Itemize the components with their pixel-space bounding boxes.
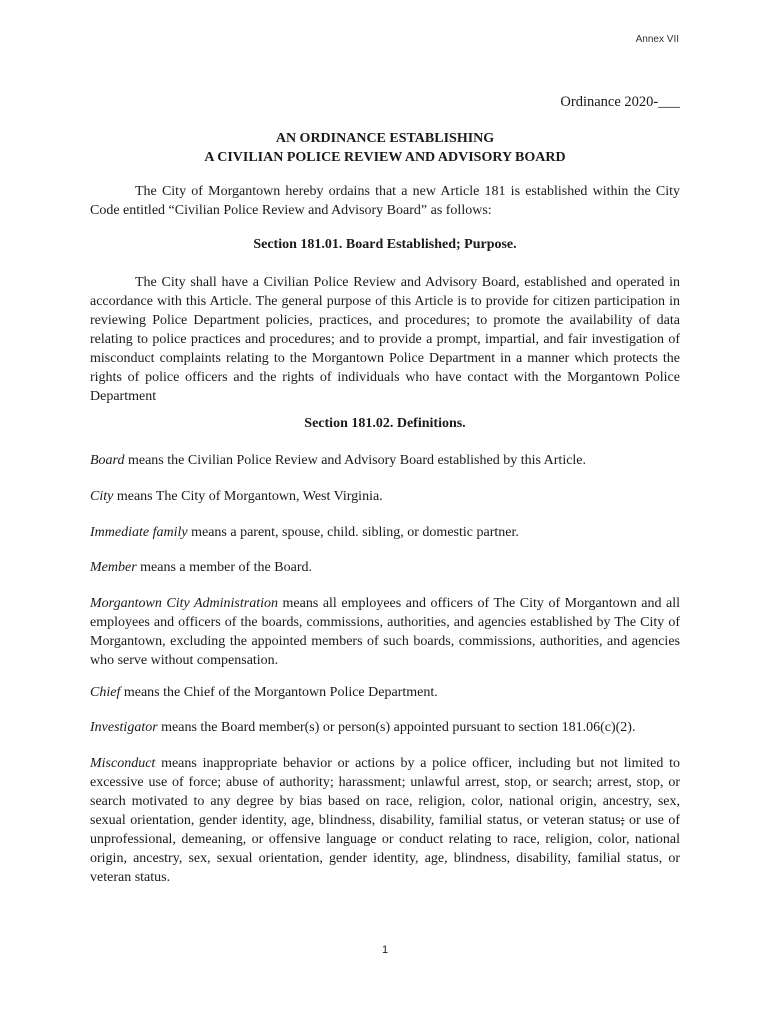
definition-chief <box>90 683 680 702</box>
definition-term: Member <box>90 560 137 575</box>
definition-text: means a member of the Board. <box>136 560 312 575</box>
definition-term: Board <box>90 453 125 468</box>
definition-text: means The City of Morgantown, West Virginia. <box>113 489 383 504</box>
ordinance-number: Ordinance 2020-___ <box>560 94 680 110</box>
intro-paragraph <box>90 182 680 220</box>
title-line-1: AN ORDINANCE ESTABLISHING <box>275 131 495 146</box>
page-number: 1 <box>381 944 389 956</box>
definition-text: means all employees and officers of The City of Morgantown and all employees and officers of the boards, commissions, authorities, and agencies established by The City of Morgantown, excluding the appointed members of such boards, commissions, authorities, and agencies who serve without compensation. <box>90 596 680 668</box>
definition-term: Morgantown City Administration <box>90 596 278 611</box>
annex-label: Annex VII <box>635 34 679 45</box>
definition-immediate-family <box>90 523 680 542</box>
intro-text: The City of Morgantown hereby ordains that a new Article 181 is established within the City Code entitled “Civilian Police Review and Advisory Board” as follows: <box>90 184 680 218</box>
definition-board <box>90 451 680 470</box>
definition-term: Chief <box>90 685 121 700</box>
definition-text: means the Civilian Police Review and Advisory Board established by this Article. <box>124 453 587 468</box>
definition-city <box>90 487 680 506</box>
definition-text: means a parent, spouse, child. sibling, or domestic partner. <box>187 525 519 540</box>
definition-term: Investigator <box>90 720 158 735</box>
struck-text: ; <box>620 813 625 828</box>
ordinance-title <box>0 129 770 167</box>
section-181-01-heading: Section 181.01. Board Established; Purpose. <box>253 237 517 252</box>
section-181-01-text: The City shall have a Civilian Police Review and Advisory Board, established and operated in accordance with this Article. The general purpose of this Article is to provide for citizen participation in reviewing Police Department policies, practices, and procedures; to promote the availability of data relating to police practices and procedures; and to provide a prompt, impartial, and fair investigation of misconduct complaints relating to the Morgantown Police Department in a manner which protects the rights of police officers and the rights of individuals who have contact with the Morgantown Police Department <box>90 275 680 404</box>
definition-member <box>90 558 680 577</box>
definition-text: means inappropriate behavior or actions by a police officer, including but not limited to excessive use of force; abuse of authority; harassment; unlawful arrest, stop, or search; arrest, stop, or search motivated to any degree by bias based on race, religion, color, national origin, ancestry, sex, sexual orientation, gender identity, age, blindness, disability, familial status, or veteran status <box>90 756 680 828</box>
section-181-02-heading: Section 181.02. Definitions. <box>304 416 466 431</box>
definition-term: Immediate family <box>90 525 188 540</box>
definition-term: City <box>90 489 114 504</box>
definition-term: Misconduct <box>90 756 156 771</box>
definition-investigator <box>90 718 680 737</box>
definition-text: means the Chief of the Morgantown Police Department. <box>120 685 438 700</box>
definition-city-administration <box>90 594 680 670</box>
definition-text: means the Board member(s) or person(s) appointed pursuant to section 181.06(c)(2). <box>157 720 636 735</box>
section-181-01-body <box>90 273 680 406</box>
definition-text-continued: or use of unprofessional, demeaning, or offensive language or conduct relating to race, religion, color, national origin, ancestry, sex, sexual orientation, gender identity, age, blindness, disability, familial status, or veteran status. <box>90 813 680 885</box>
title-line-2: A CIVILIAN POLICE REVIEW AND ADVISORY BOARD <box>204 150 566 165</box>
definition-misconduct <box>90 754 680 887</box>
